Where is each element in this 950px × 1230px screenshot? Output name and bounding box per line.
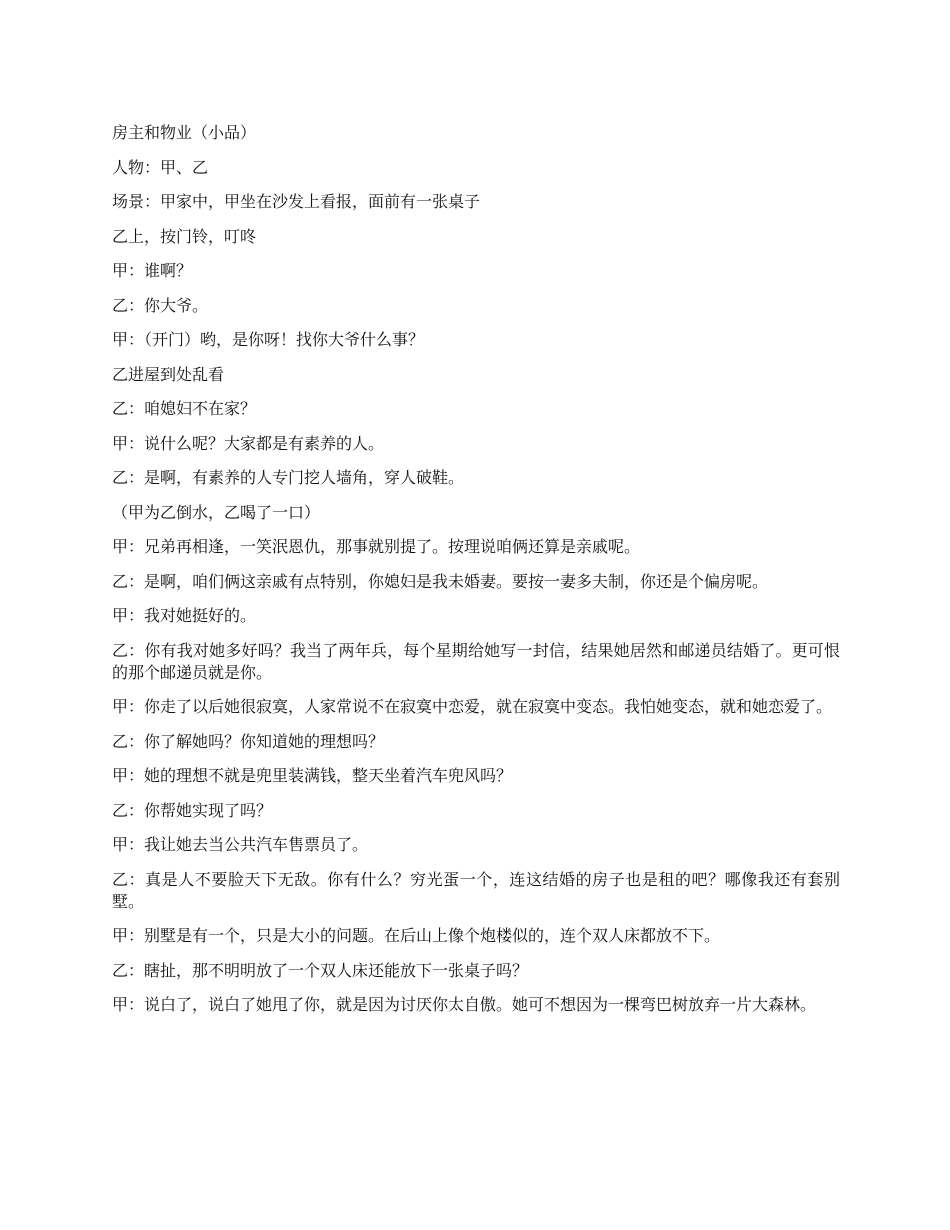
- dialogue-line: 乙：瞎扯，那不明明放了一个双人床还能放下一张桌子吗？: [112, 960, 529, 980]
- dialogue-line: 甲：说白了，说白了她甩了你，就是因为讨厌你太自傲。她可不想因为一棵弯巴树放弃一片大森林。: [112, 995, 817, 1014]
- dialogue-line: 乙：你大爷。: [112, 295, 209, 315]
- stage-direction: （甲为乙倒水，乙喝了一口）: [112, 502, 321, 522]
- dialogue-line: 乙：咱媳妇不在家？: [112, 399, 257, 418]
- dialogue-line: 乙：是啊，有素养的人专门挖人墙角，穿人破鞋。: [112, 468, 465, 487]
- dialogue-line: 甲：（开门）哟，是你呀！找你大爷什么事？: [112, 330, 425, 349]
- document-page: [112, 122, 840, 1029]
- dialogue-line: 甲：兄弟再相逢，一笑泯恩仇，那事就别提了。按理说咱俩还算是亲戚呢。: [112, 537, 641, 556]
- dialogue-line: 甲：我让她去当公共汽车售票员了。: [112, 835, 369, 854]
- dialogue-line: 甲：我对她挺好的。: [112, 606, 257, 625]
- dialogue-line: 乙：是啊，咱们俩这亲戚有点特别，你媳妇是我未婚妻。要按一妻多夫制，你还是个偏房呢。: [112, 571, 769, 591]
- document-title: 房主和物业（小品）: [112, 123, 257, 142]
- dialogue-line: 乙：你帮她实现了吗？: [112, 800, 273, 820]
- scene-line: 场景：甲家中，甲坐在沙发上看报，面前有一张桌子: [112, 192, 481, 211]
- dialogue-line: 乙：真是人不要脸天下无敌。你有什么？穷光蛋一个，连这结婚的房子也是租的吧？哪像我还有套别墅。: [112, 869, 840, 911]
- dialogue-line: 甲：谁啊？: [112, 261, 193, 280]
- dialogue-line: 乙：你了解她吗？你知道她的理想吗？: [112, 731, 385, 751]
- dialogue-line: 甲：别墅是有一个，只是大小的问题。在后山上像个炮楼似的，连个双人床都放不下。: [112, 926, 721, 945]
- dialogue-line: 乙：你有我对她多好吗？我当了两年兵，每个星期给她写一封信，结果她居然和邮递员结婚了。更可恨的那个邮递员就是你。: [112, 640, 840, 682]
- characters-line: 人物：甲、乙: [112, 157, 209, 177]
- stage-direction: 乙进屋到处乱看: [112, 364, 225, 384]
- dialogue-line: 甲：她的理想不就是兜里装满钱，整天坐着汽车兜风吗？: [112, 766, 513, 785]
- stage-direction: 乙上，按门铃，叮咚: [112, 226, 257, 246]
- dialogue-line: 甲：你走了以后她很寂寞，人家常说不在寂寞中恋爱，就在寂寞中变态。我怕她变态，就和她恋爱了。: [112, 697, 833, 716]
- dialogue-line: 甲：说什么呢？大家都是有素养的人。: [112, 433, 385, 453]
